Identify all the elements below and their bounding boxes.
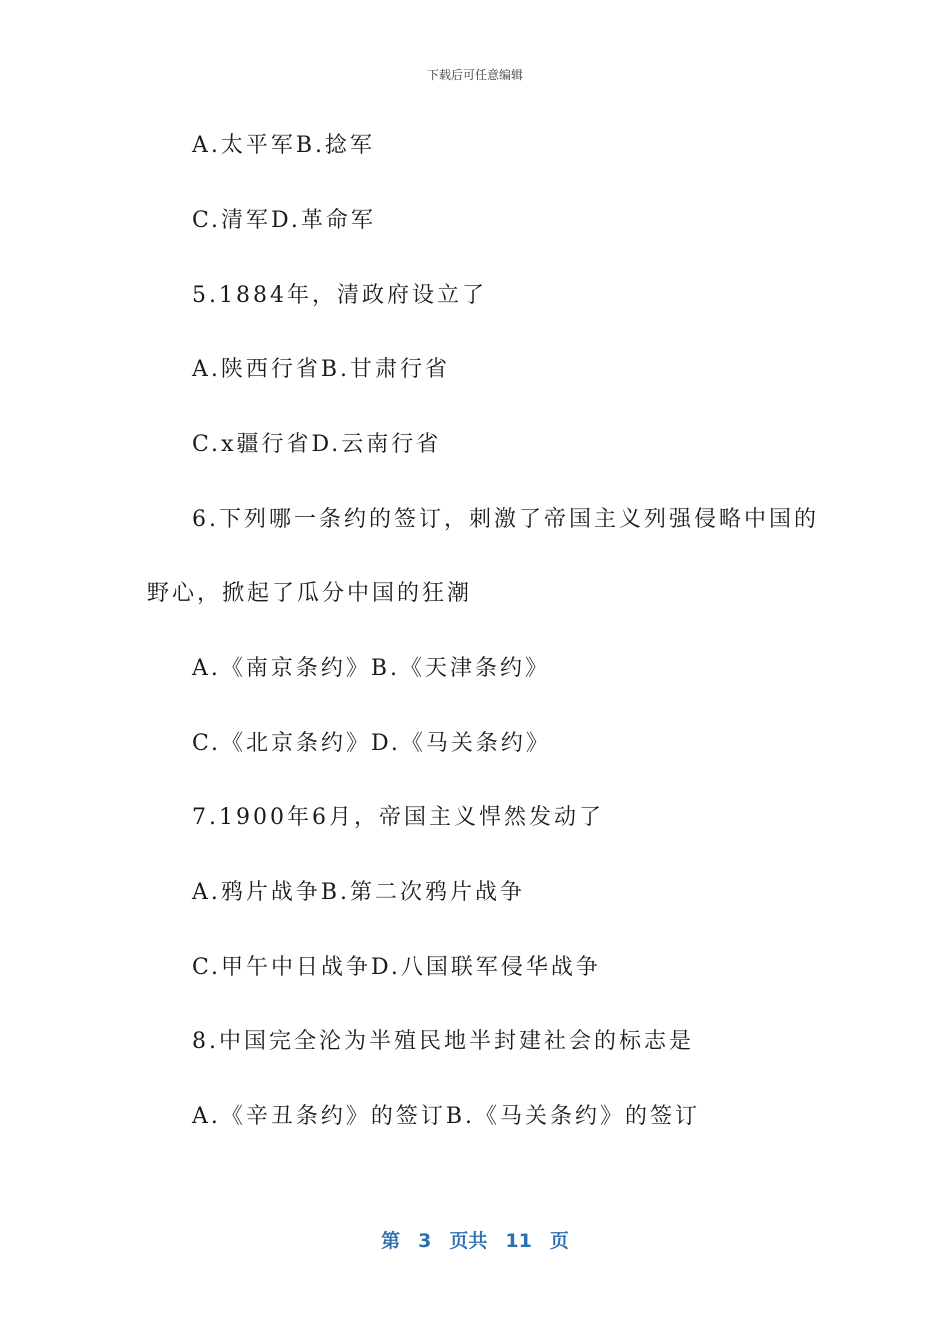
option-line: A.鸦片战争B.第二次鸦片战争 (192, 880, 526, 905)
question-line: 8.中国完全沦为半殖民地半封建社会的标志是 (192, 1029, 694, 1054)
option-line: C.《北京条约》D.《马关条约》 (192, 731, 551, 756)
page-footer (0, 1226, 950, 1253)
option-line: A.陕西行省B.甘肃行省 (192, 357, 451, 382)
question-line: 6.下列哪一条约的签订，刺激了帝国主义列强侵略中国的 (192, 507, 819, 532)
option-line: A.《辛丑条约》的签订B.《马关条约》的签订 (192, 1104, 701, 1129)
footer-page-number: 3 (418, 1230, 432, 1252)
option-line: C.甲午中日战争D.八国联军侵华战争 (192, 955, 601, 980)
option-line: C.x疆行省D.云南行省 (192, 432, 442, 457)
question-line: 7.1900年6月，帝国主义悍然发动了 (192, 805, 604, 830)
footer-page-label: 第 (381, 1230, 401, 1252)
footer-page-mid: 页共 (449, 1230, 488, 1252)
option-line: A.《南京条约》B.《天津条约》 (192, 656, 551, 681)
option-line: A.太平军B.捻军 (192, 133, 376, 158)
question-line: 5.1884年，清政府设立了 (192, 283, 487, 308)
option-line: C.清军D.革命军 (192, 208, 376, 233)
header-note: 下载后可任意编辑 (426, 68, 523, 82)
question-continuation-line: 野心，掀起了瓜分中国的狂潮 (147, 581, 473, 606)
footer-page-end: 页 (549, 1230, 569, 1252)
footer-total-pages: 11 (505, 1230, 532, 1252)
